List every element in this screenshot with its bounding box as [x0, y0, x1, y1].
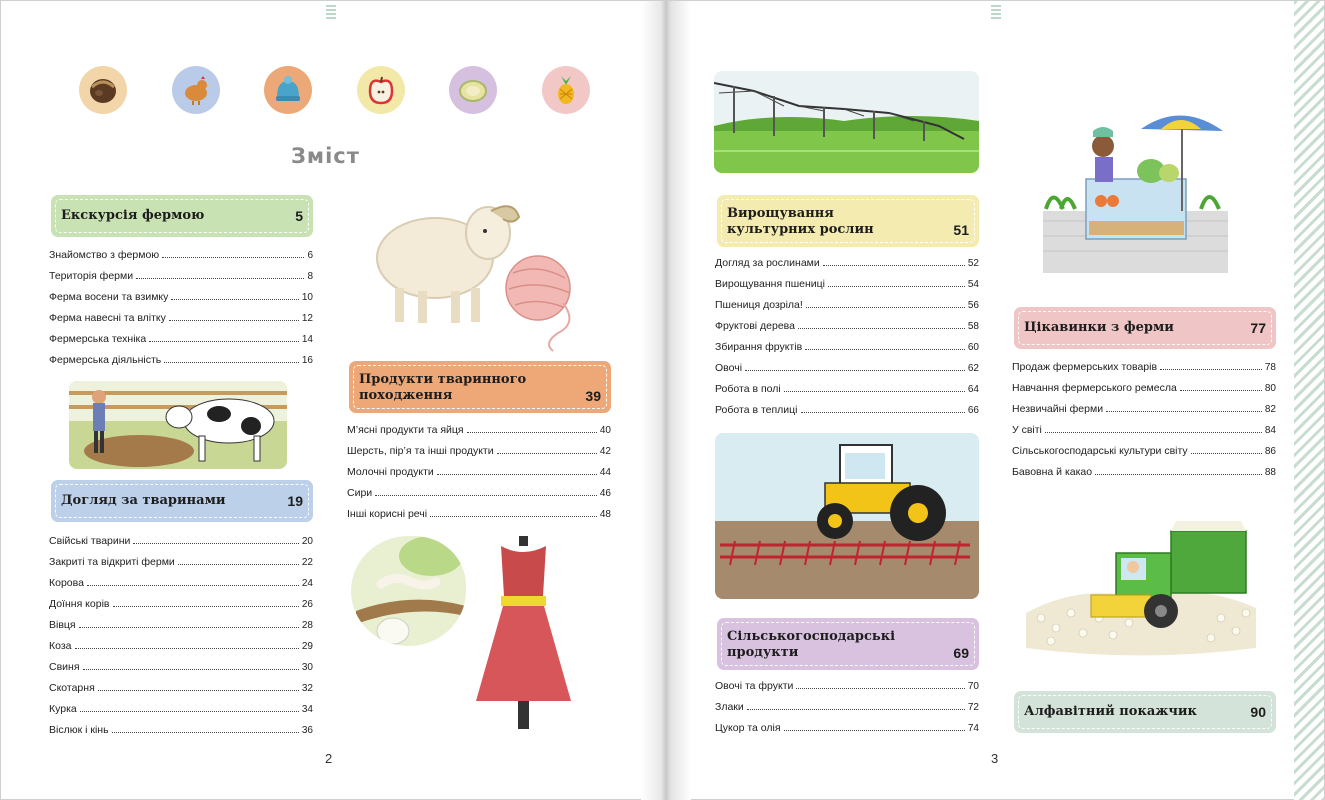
toc-entry-page: 42 [599, 446, 611, 457]
section-title: Цікавинки з ферми [1024, 320, 1174, 335]
dot-leader [497, 453, 597, 454]
toc-entry-label: Овочі та фрукти [715, 680, 794, 692]
toc-entry-label: Віслюк і кінь [49, 724, 109, 736]
pineapple-icon [542, 66, 590, 114]
sheep-and-yarn-illustration [373, 193, 583, 353]
chestnut-icon [79, 66, 127, 114]
toc-list [1012, 361, 1276, 487]
toc-list [49, 249, 313, 375]
toc-entry[interactable] [49, 577, 313, 598]
toc-entry-page: 78 [1264, 362, 1276, 373]
market-stall-illustration [1041, 101, 1231, 273]
toc-entry[interactable] [715, 680, 979, 701]
toc-list [715, 680, 979, 743]
toc-entry[interactable] [49, 724, 313, 745]
toc-entry[interactable] [49, 619, 313, 640]
toc-entry-label: Бавовна й какао [1012, 466, 1093, 478]
dot-leader [1095, 474, 1262, 475]
toc-entry-label: Пшениця дозріла! [715, 299, 803, 311]
section-page-number: 69 [953, 645, 969, 661]
toc-entry-label: Вирощування пшениці [715, 278, 826, 290]
section-header[interactable] [51, 195, 313, 237]
section-header[interactable] [717, 195, 979, 247]
toc-entry[interactable] [715, 362, 979, 383]
toc-entry-label: Фруктові дерева [715, 320, 795, 332]
toc-entry[interactable] [715, 278, 979, 299]
toc-entry-page: 54 [967, 279, 979, 290]
toc-entry-label: Молочні продукти [347, 466, 434, 478]
toc-entry[interactable] [1012, 466, 1276, 487]
toc-entry-page: 60 [967, 342, 979, 353]
toc-entry-page: 12 [301, 313, 313, 324]
dot-leader [113, 606, 299, 607]
toc-entry-label: У світі [1012, 424, 1042, 436]
toc-entry-page: 10 [301, 292, 313, 303]
melon-icon [449, 66, 497, 114]
toc-entry-label: Доїння корів [49, 598, 110, 610]
toc-entry[interactable] [49, 535, 313, 556]
toc-entry-page: 72 [967, 702, 979, 713]
toc-entry-label: Ферма восени та взимку [49, 291, 169, 303]
toc-entry[interactable] [1012, 424, 1276, 445]
section-header[interactable] [1014, 307, 1276, 349]
toc-entry-page: 82 [1264, 404, 1276, 415]
section-header[interactable] [349, 361, 611, 413]
section-header[interactable] [51, 480, 313, 522]
toc-entry-label: Робота в теплиці [715, 404, 798, 416]
page-title: Зміст [291, 144, 360, 168]
toc-entry-label: Незвичайні ферми [1012, 403, 1104, 415]
dot-leader [83, 669, 299, 670]
dot-leader [805, 349, 965, 350]
toc-list [49, 535, 313, 745]
toc-entry[interactable] [49, 703, 313, 724]
toc-entry[interactable] [49, 682, 313, 703]
section-page-number: 90 [1250, 704, 1266, 720]
section-page-number: 77 [1250, 320, 1266, 336]
toc-entry-page: 6 [307, 250, 313, 261]
dot-leader [80, 711, 299, 712]
toc-entry-page: 52 [967, 258, 979, 269]
section-page-number: 39 [585, 388, 601, 404]
toc-entry[interactable] [49, 249, 313, 270]
toc-entry-label: М’ясні продукти та яйця [347, 424, 464, 436]
toc-entry-page: 28 [301, 620, 313, 631]
toc-entry-page: 34 [301, 704, 313, 715]
dot-leader [1191, 453, 1262, 454]
toc-entry-label: Робота в полі [715, 383, 781, 395]
toc-entry-page: 46 [599, 488, 611, 499]
toc-entry-label: Територія ферми [49, 270, 134, 282]
red-dress-illustration [471, 536, 576, 731]
toc-entry-label: Корова [49, 577, 84, 589]
toc-entry-label: Сири [347, 487, 373, 499]
toc-entry-label: Навчання фермерського ремесла [1012, 382, 1177, 394]
dot-leader [796, 688, 964, 689]
toc-entry-label: Коза [49, 640, 72, 652]
dot-leader [801, 412, 965, 413]
toc-entry[interactable] [715, 722, 979, 743]
section-title: Екскурсія фермою [61, 208, 205, 223]
wool-hat-icon [264, 66, 312, 114]
dot-leader [823, 265, 965, 266]
dot-leader [1180, 390, 1262, 391]
toc-entry-label: Догляд за рослинами [715, 257, 820, 269]
toc-entry[interactable] [1012, 403, 1276, 424]
dot-leader [112, 732, 299, 733]
section-header[interactable] [717, 618, 979, 670]
dot-leader [1106, 411, 1262, 412]
section-header[interactable] [1014, 691, 1276, 733]
toc-entry[interactable] [49, 598, 313, 619]
toc-entry-page: 40 [599, 425, 611, 436]
toc-entry-label: Курка [49, 703, 77, 715]
toc-entry-page: 22 [301, 557, 313, 568]
top-marker [326, 5, 336, 21]
toc-entry[interactable] [347, 445, 611, 466]
toc-entry[interactable] [347, 424, 611, 445]
toc-entry[interactable] [1012, 361, 1276, 382]
toc-entry[interactable] [49, 270, 313, 291]
toc-entry[interactable] [49, 333, 313, 354]
dot-leader [430, 516, 597, 517]
toc-entry[interactable] [49, 556, 313, 577]
section-title: Алфавітний покажчик [1024, 704, 1197, 719]
dot-leader [169, 320, 299, 321]
toc-entry-label: Фермерська техніка [49, 333, 147, 345]
toc-entry[interactable] [715, 341, 979, 362]
toc-list [715, 257, 979, 425]
dot-leader [171, 299, 298, 300]
icon-row [79, 66, 599, 114]
section-title: Вирощування культурних рослин [727, 206, 874, 237]
top-marker [991, 5, 1001, 21]
toc-entry-label: Овочі [715, 362, 743, 374]
toc-entry[interactable] [347, 508, 611, 529]
toc-entry-label: Ферма навесні та влітку [49, 312, 166, 324]
toc-entry-label: Скотарня [49, 682, 95, 694]
toc-entry-page: 24 [301, 578, 313, 589]
section-page-number: 5 [295, 208, 303, 224]
toc-entry[interactable] [49, 291, 313, 312]
toc-entry[interactable] [49, 640, 313, 661]
toc-entry[interactable] [715, 701, 979, 722]
toc-entry-page: 26 [301, 599, 313, 610]
toc-entry[interactable] [1012, 382, 1276, 403]
dot-leader [806, 307, 965, 308]
toc-entry-page: 8 [307, 271, 313, 282]
toc-entry[interactable] [49, 312, 313, 333]
toc-entry-page: 30 [301, 662, 313, 673]
toc-entry[interactable] [715, 257, 979, 278]
dot-leader [1160, 369, 1262, 370]
dot-leader [162, 257, 304, 258]
dot-leader [784, 730, 965, 731]
section-title: Сільськогосподарські продукти [727, 629, 896, 660]
dot-leader [75, 648, 299, 649]
book-gutter [641, 1, 691, 800]
toc-entry-label: Сільськогосподарські культури світу [1012, 445, 1188, 457]
dot-leader [828, 286, 965, 287]
toc-entry-page: 32 [301, 683, 313, 694]
toc-entry[interactable] [49, 354, 313, 375]
dot-leader [98, 690, 299, 691]
toc-entry-label: Продаж фермерських товарів [1012, 361, 1158, 373]
dot-leader [784, 391, 965, 392]
toc-entry-label: Фермерська діяльність [49, 354, 162, 366]
cow-milking-illustration [69, 381, 287, 469]
toc-entry-page: 29 [301, 641, 313, 652]
dot-leader [745, 370, 965, 371]
toc-list [347, 424, 611, 529]
cotton-harvester-illustration [1021, 513, 1261, 661]
toc-entry-label: Інші корисні речі [347, 508, 428, 520]
toc-entry-page: 66 [967, 405, 979, 416]
toc-entry-page: 36 [301, 725, 313, 736]
irrigation-illustration [714, 71, 979, 173]
toc-entry[interactable] [715, 383, 979, 404]
apple-icon [357, 66, 405, 114]
dot-leader [87, 585, 299, 586]
toc-entry-page: 64 [967, 384, 979, 395]
tractor-illustration [715, 433, 979, 599]
toc-entry[interactable] [1012, 445, 1276, 466]
toc-entry[interactable] [347, 487, 611, 508]
toc-entry-label: Закриті та відкриті ферми [49, 556, 175, 568]
toc-entry[interactable] [715, 299, 979, 320]
toc-entry-page: 44 [599, 467, 611, 478]
toc-entry-page: 14 [301, 334, 313, 345]
section-title: Продукти тваринного походження [359, 372, 527, 403]
dot-leader [747, 709, 965, 710]
section-title: Догляд за тваринами [61, 493, 226, 508]
toc-entry-page: 74 [967, 723, 979, 734]
chicken-icon [172, 66, 220, 114]
toc-entry-label: Злаки [715, 701, 744, 713]
section-page-number: 19 [287, 493, 303, 509]
silkworm-illustration [351, 536, 466, 646]
toc-entry-label: Вівця [49, 619, 76, 631]
page-number: 2 [325, 751, 333, 766]
toc-entry-label: Свійські тварини [49, 535, 131, 547]
toc-entry[interactable] [715, 320, 979, 341]
dot-leader [164, 362, 299, 363]
toc-entry-page: 16 [301, 355, 313, 366]
dot-leader [375, 495, 597, 496]
toc-entry-page: 80 [1264, 383, 1276, 394]
dot-leader [1045, 432, 1262, 433]
dot-leader [798, 328, 965, 329]
toc-entry-page: 84 [1264, 425, 1276, 436]
toc-entry-label: Збирання фруктів [715, 341, 803, 353]
toc-entry[interactable] [347, 466, 611, 487]
page-number: 3 [991, 751, 999, 766]
section-page-number: 51 [953, 222, 969, 238]
toc-entry[interactable] [49, 661, 313, 682]
toc-entry-page: 58 [967, 321, 979, 332]
page-edge-pattern [1294, 1, 1324, 800]
toc-entry-page: 56 [967, 300, 979, 311]
toc-entry-page: 86 [1264, 446, 1276, 457]
toc-entry-page: 62 [967, 363, 979, 374]
dot-leader [79, 627, 299, 628]
dot-leader [437, 474, 597, 475]
dot-leader [467, 432, 597, 433]
dot-leader [136, 278, 304, 279]
toc-entry-page: 70 [967, 681, 979, 692]
toc-entry-page: 20 [301, 536, 313, 547]
dot-leader [149, 341, 299, 342]
dot-leader [178, 564, 299, 565]
toc-entry-label: Свиня [49, 661, 80, 673]
toc-entry-label: Знайомство з фермою [49, 249, 160, 261]
toc-entry-page: 48 [599, 509, 611, 520]
toc-entry[interactable] [715, 404, 979, 425]
toc-entry-label: Шерсть, пір’я та інші продукти [347, 445, 494, 457]
dot-leader [133, 543, 298, 544]
toc-entry-label: Цукор та олія [715, 722, 781, 734]
toc-entry-page: 88 [1264, 467, 1276, 478]
